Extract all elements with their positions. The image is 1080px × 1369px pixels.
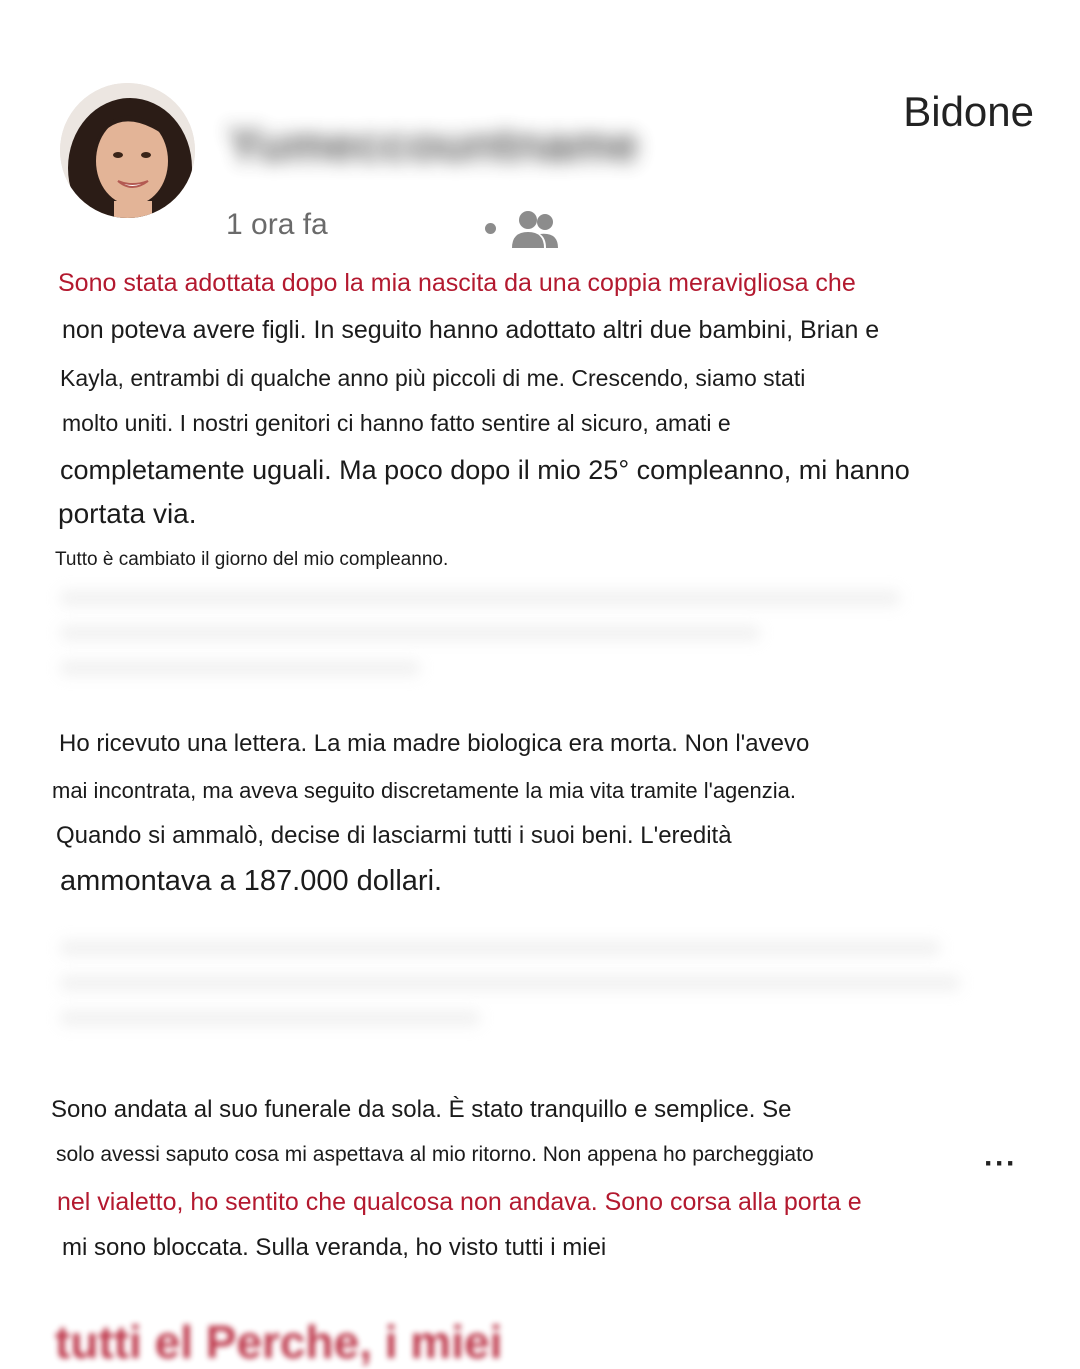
story-line: Ho ricevuto una lettera. La mia madre biologica era morta. Non l'avevo [59,730,810,757]
story-line: Tutto è cambiato il giorno del mio compleanno. [55,549,449,570]
story-line: mai incontrata, ma aveva seguito discretamente la mia vita tramite l'agenzia. [52,778,796,803]
ghost-line [60,940,940,956]
story-line: portata via. [58,498,197,529]
author-name[interactable]: Yumeccountname [228,119,639,172]
story-line: molto uniti. I nostri genitori ci hanno fatto sentire al sicuro, amati e [62,410,731,436]
story-line: Quando si ammalò, decise di lasciarmi tutti i suoi beni. L'eredità [56,822,732,849]
post-timestamp[interactable]: 1 ora fa [226,208,328,241]
friends-icon[interactable] [510,208,560,250]
ghost-line [60,590,900,606]
blurred-text-line: tutti el Perche, i miei [55,1316,503,1368]
ghost-line [60,1010,480,1026]
meta-separator-dot [485,223,496,234]
avatar[interactable] [60,83,195,218]
story-line: nel vialetto, ho sentito che qualcosa non andava. Sono corsa alla porta e [57,1188,862,1216]
header-label: Bidone [903,88,1034,135]
story-line: Sono andata al suo funerale da sola. È stato tranquillo e semplice. Se [51,1096,792,1123]
story-line: solo avessi saputo cosa mi aspettava al mio ritorno. Non appena ho parcheggiato [56,1143,814,1166]
more-horizontal-icon[interactable]: ··· [984,1147,1017,1180]
ghost-line [60,975,960,991]
story-line: Sono stata adottata dopo la mia nascita da una coppia meravigliosa che [58,269,856,297]
story-line: Kayla, entrambi di qualche anno più piccoli di me. Crescendo, siamo stati [60,365,806,391]
story-line: mi sono bloccata. Sulla veranda, ho visto tutti i miei [62,1234,607,1261]
ghost-line [60,625,760,641]
story-line: completamente uguali. Ma poco dopo il mio 25° compleanno, mi hanno [60,455,910,485]
avatar-photo [60,83,195,218]
story-line: non poteva avere figli. In seguito hanno adottato altri due bambini, Brian e [62,316,880,344]
ghost-line [60,660,420,676]
story-line: ammontava a 187.000 dollari. [60,865,443,897]
